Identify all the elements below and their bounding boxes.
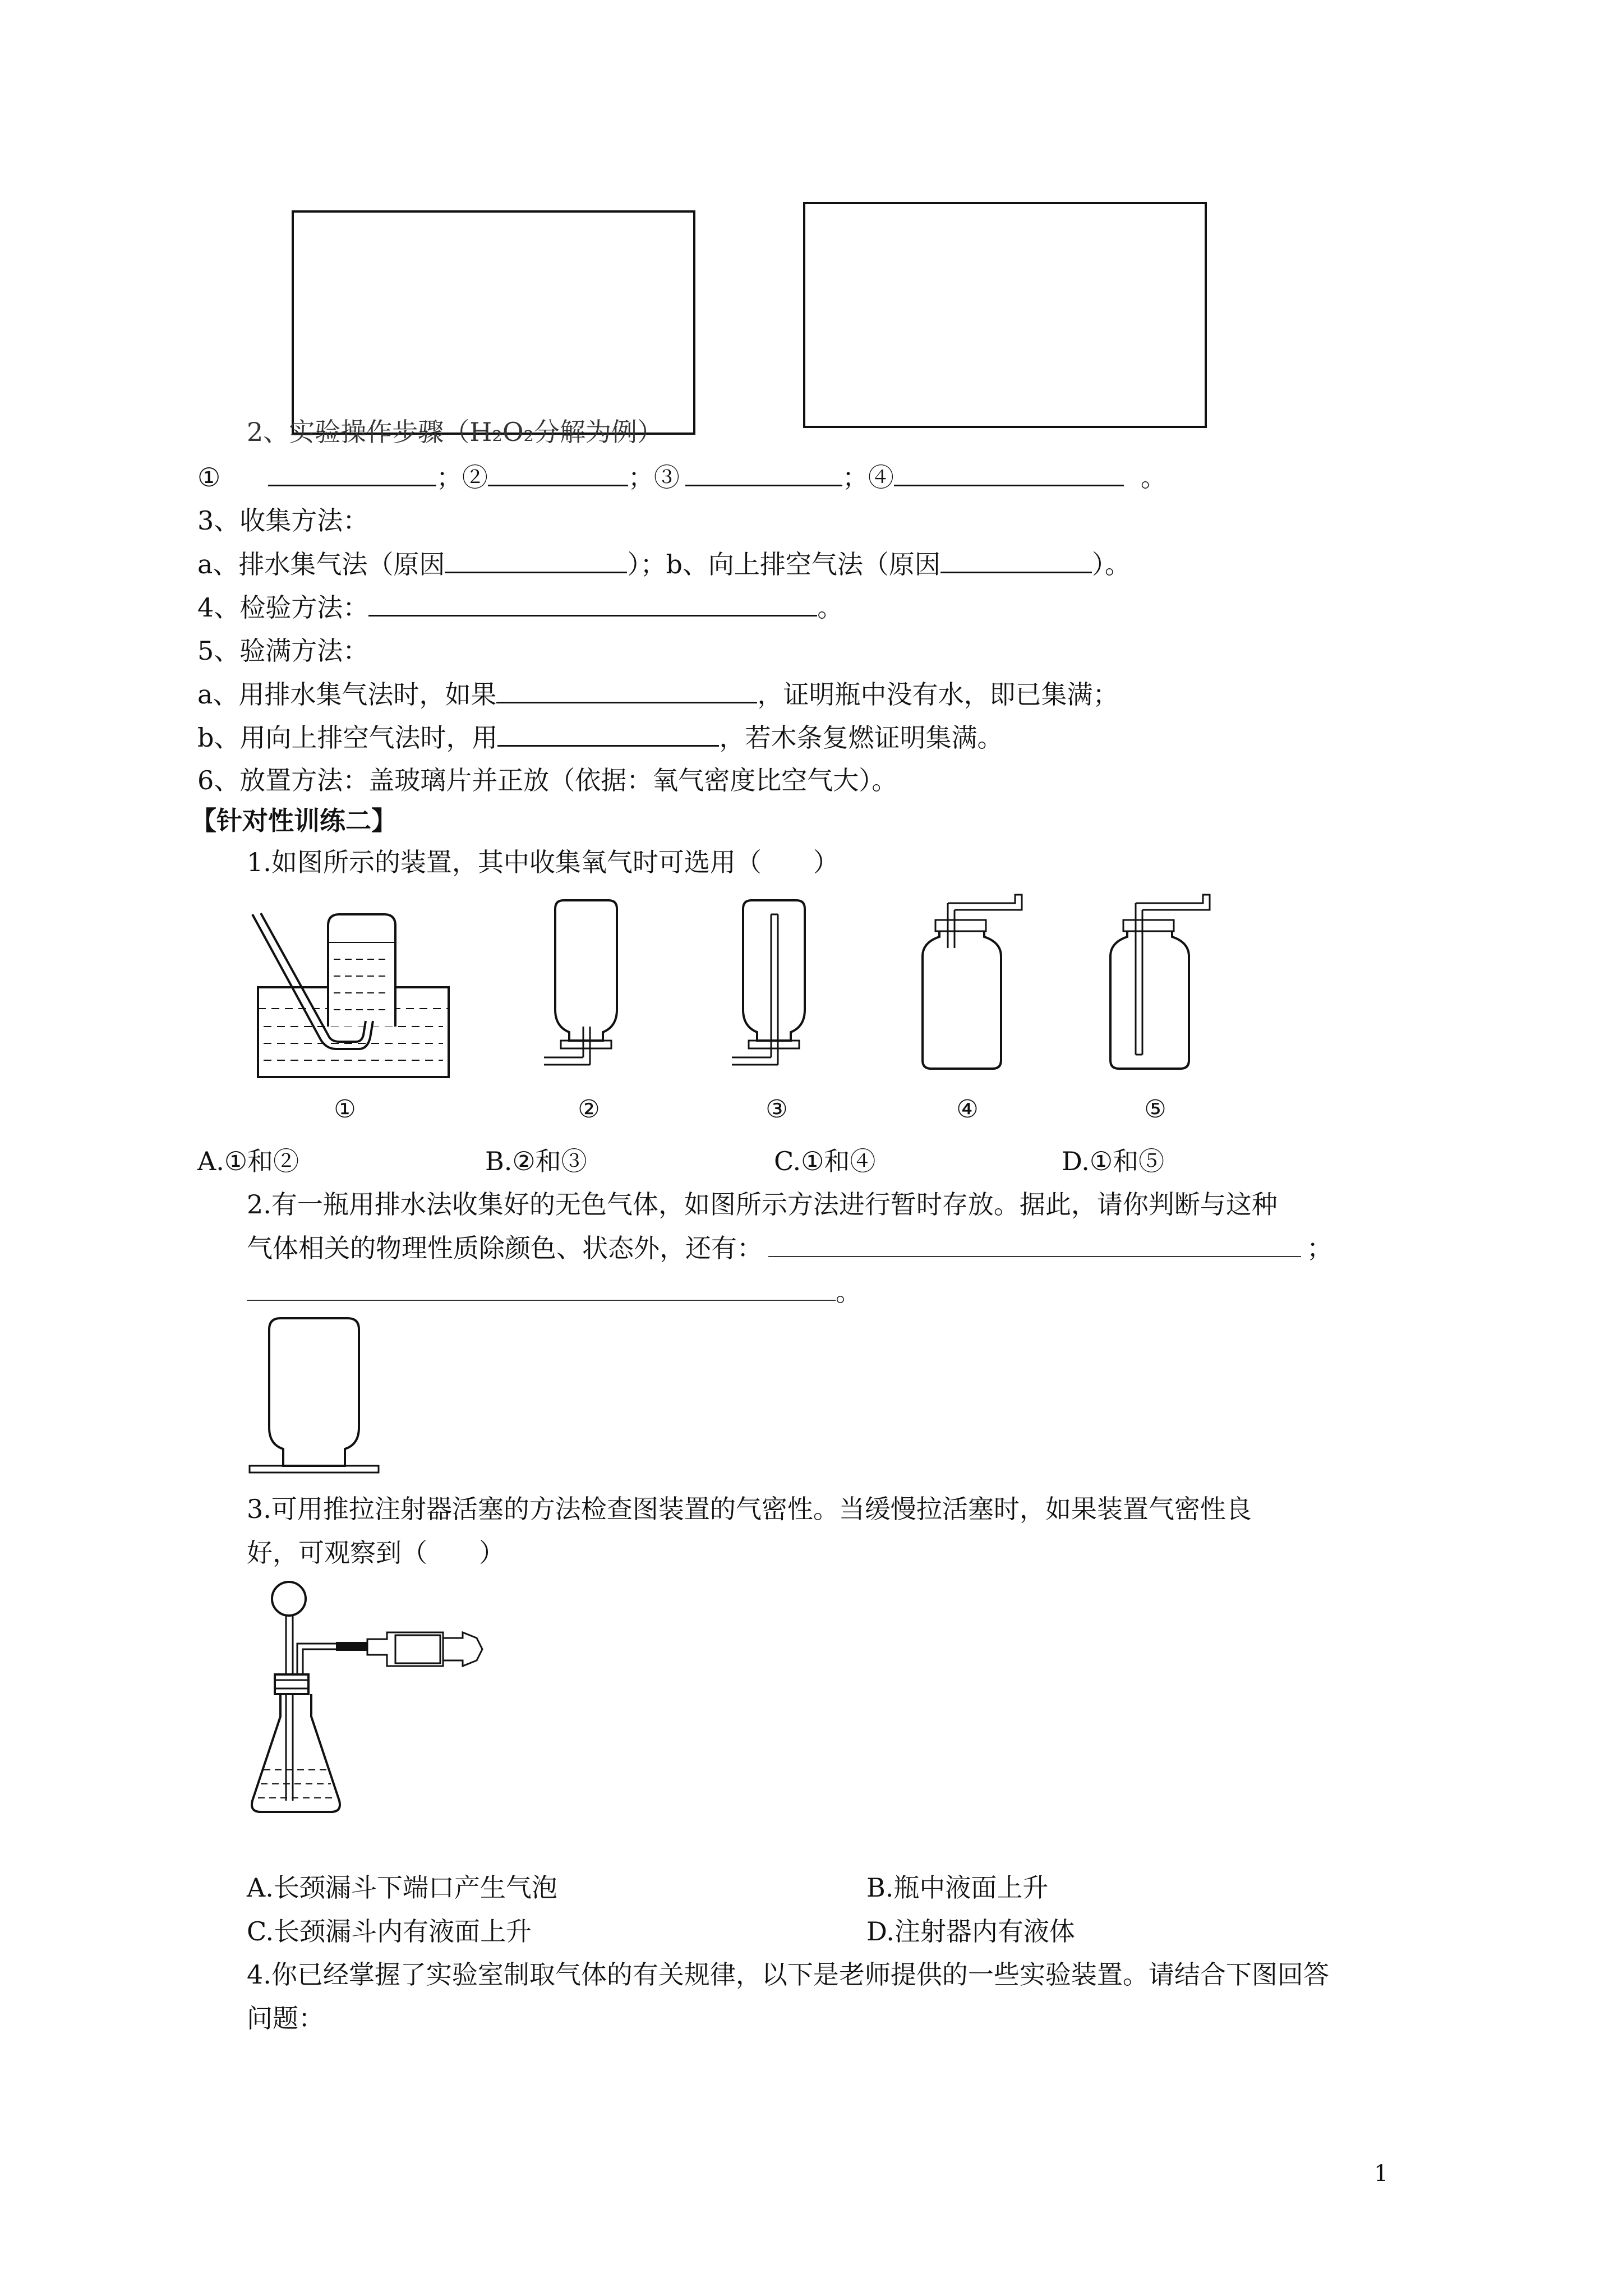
mark-2: ；② <box>436 462 488 493</box>
q1-option-b[interactable]: B.②和③ <box>485 1146 587 1176</box>
answer-box-right <box>803 202 1207 428</box>
q2-sep: ； <box>1307 1233 1332 1263</box>
q3-option-a[interactable]: A.长颈漏斗下端口产生气泡 <box>247 1872 557 1903</box>
fig-bottle-short-tube <box>538 898 634 1077</box>
full-a-post: ，证明瓶中没有水，即已集满； <box>757 679 1119 710</box>
answer-box-left <box>292 210 695 435</box>
mark-4: ；④ <box>842 462 894 493</box>
collect-methods <box>197 547 1131 581</box>
collect-end: ）。 <box>1091 549 1131 579</box>
q4-line1: 4.你已经掌握了实验室制取气体的有关规律，以下是老师提供的一些实验装置。请结合下图回答 <box>247 1959 1329 1990</box>
q2-line2-text: 气体相关的物理性质除颜色、状态外，还有： <box>247 1233 763 1263</box>
q2-line1: 2.有一瓶用排水法收集好的无色气体，如图所示方法进行暂时存放。据此，请你判断与这种 <box>247 1189 1278 1220</box>
full-b <box>197 720 1003 754</box>
blank-step-3[interactable] <box>685 460 842 486</box>
blank-full-a[interactable] <box>496 677 757 703</box>
test-method <box>197 590 843 624</box>
section-title: 【针对性训练二】 <box>191 806 397 836</box>
test-label: 4、检验方法： <box>197 592 369 623</box>
fig-label-1: ① <box>334 1095 356 1124</box>
q1-option-c[interactable]: C.①和④ <box>774 1146 876 1176</box>
fig-gas-bottle-on-plate <box>247 1315 381 1484</box>
q3-line2: 好，可观察到（ ） <box>247 1538 505 1568</box>
full-title: 5、验满方法： <box>197 636 369 666</box>
collect-b-text: ）；b、向上排空气法（原因 <box>627 549 940 579</box>
blank-step-1[interactable] <box>268 460 436 486</box>
blank-collect-b[interactable] <box>940 547 1092 573</box>
test-end: 。 <box>817 592 843 623</box>
full-b-pre: b、用向上排空气法时，用 <box>197 723 498 753</box>
collect-title: 3、收集方法： <box>197 505 369 536</box>
step2-title: 2、实验操作步骤（H₂O₂分解为例） <box>247 417 663 447</box>
blank-q2-1[interactable] <box>768 1231 1301 1257</box>
place-method: 6、放置方法：盖玻璃片并正放（依据：氧气密度比空气大）。 <box>197 765 898 795</box>
blank-full-b[interactable] <box>497 720 719 747</box>
fig-bottle-long-tube <box>726 898 822 1077</box>
q4-line2: 问题： <box>247 2003 324 2033</box>
full-b-post: ，若木条复燃证明集满。 <box>719 723 1003 753</box>
blank-step-2[interactable] <box>488 460 628 486</box>
fig-label-5: ⑤ <box>1144 1095 1166 1124</box>
fig-upright-bottle-short <box>914 892 1026 1077</box>
full-a-pre: a、用排水集气法时，如果 <box>197 679 497 710</box>
q3-line1: 3.可用推拉注射器活塞的方法检查图装置的气密性。当缓慢拉活塞时，如果装置气密性良 <box>247 1494 1252 1524</box>
fig-label-2: ② <box>578 1095 600 1124</box>
q3-option-b[interactable]: B.瓶中液面上升 <box>866 1872 1049 1903</box>
step2-blanks <box>197 460 1166 494</box>
mark-5: 。 <box>1140 462 1166 493</box>
blank-step-4[interactable] <box>894 460 1124 486</box>
collect-a-text: a、排水集气法（原因 <box>197 549 445 579</box>
q3-option-c[interactable]: C.长颈漏斗内有液面上升 <box>247 1916 532 1947</box>
q2-line3 <box>247 1275 861 1309</box>
q3-option-d[interactable]: D.注射器内有液体 <box>866 1916 1075 1947</box>
mark-3: ；③ <box>628 462 680 493</box>
fig-upright-bottle-long <box>1102 892 1214 1077</box>
fig-flask-syringe <box>241 1576 510 1823</box>
q1-option-a[interactable]: A.①和② <box>197 1146 299 1176</box>
full-a <box>197 677 1118 711</box>
blank-test[interactable] <box>368 590 817 616</box>
page-number: 1 <box>1374 2161 1389 2187</box>
fig-label-3: ③ <box>766 1095 788 1124</box>
fig-label-4: ④ <box>956 1095 979 1124</box>
q2-end: 。 <box>836 1277 861 1307</box>
q1-stem: 1.如图所示的装置，其中收集氧气时可选用（ ） <box>247 847 839 877</box>
blank-q2-2[interactable] <box>247 1275 836 1301</box>
fig-water-trough <box>247 909 460 1083</box>
mark-1: ① <box>197 462 221 493</box>
blank-collect-a[interactable] <box>445 547 627 573</box>
q1-option-d[interactable]: D.①和⑤ <box>1062 1146 1165 1176</box>
q2-line2 <box>247 1231 1332 1265</box>
